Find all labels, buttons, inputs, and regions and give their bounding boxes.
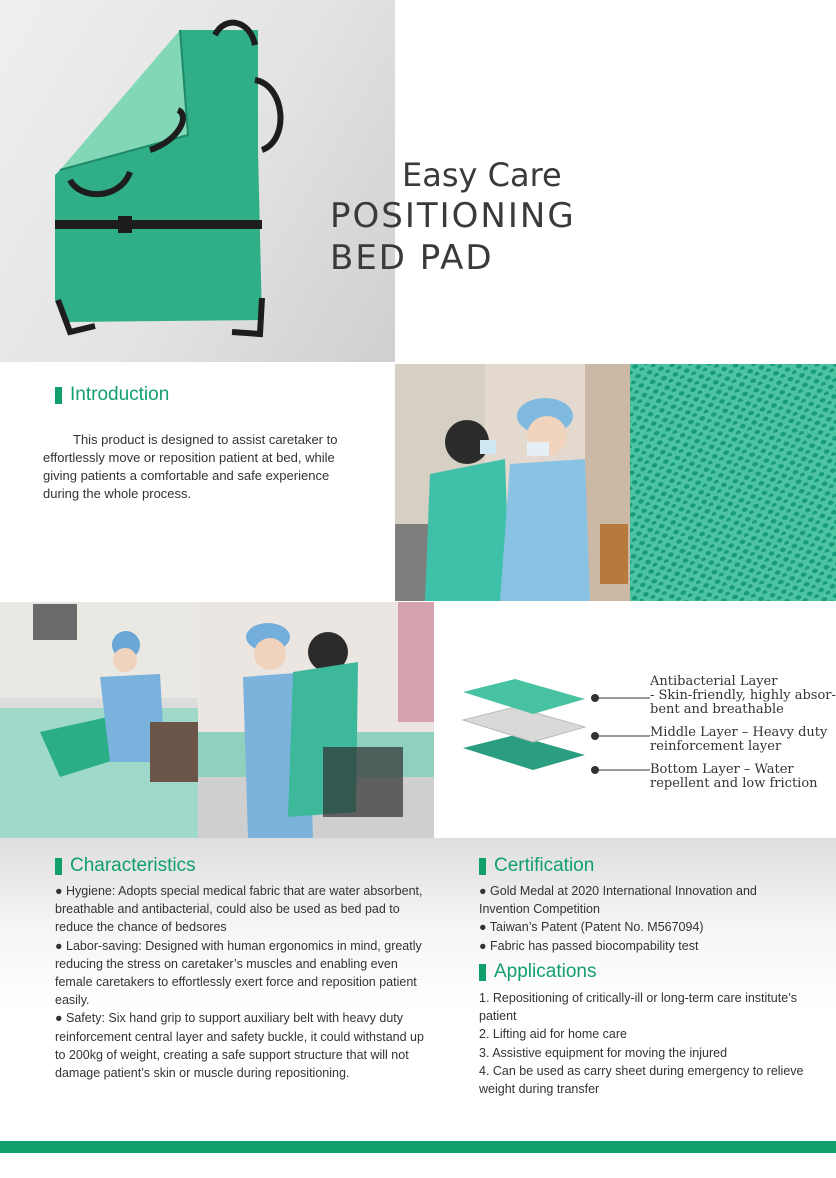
heading-text: Introduction (70, 384, 170, 405)
layer-title: Bottom Layer – Water (650, 762, 794, 777)
introduction-heading (55, 384, 169, 406)
photo-caretakers (395, 364, 630, 601)
list-item: ● Hygiene: Adopts special medical fabric that are water absorbent, breathable and antibacterial, could also be used as bed pad to reduce the chance of bedsores (55, 884, 423, 935)
list-item: 2. Lifting aid for home care (479, 1027, 627, 1042)
layer-desc: - Skin-friendly, highly absor- (650, 688, 836, 703)
heading-text: Characteristics (70, 855, 196, 876)
applications-heading (479, 961, 596, 983)
heading-text: Applications (494, 961, 597, 982)
list-item: ● Safety: Six hand grip to support auxiliary belt with heavy duty reinforcement central layer and safety buckle, it could withstand up to 200kg of weight, creating a safe support structure that will not damage patient’s skin or muscle during repositioning. (55, 1011, 424, 1081)
layer-bottom (650, 763, 818, 791)
certification-list (479, 882, 809, 955)
heading-bar (55, 858, 62, 875)
layers-diagram (455, 670, 655, 790)
footer-stripe (0, 1141, 836, 1153)
applications-list (479, 989, 809, 1098)
layer-middle (650, 726, 827, 754)
layer-desc: repellent and low friction (650, 776, 818, 791)
photo-carrying-patient (198, 602, 434, 838)
layer-antibacterial (650, 675, 836, 717)
heading-bar (479, 858, 486, 875)
title-line-2: POSITIONING (330, 196, 576, 236)
list-item: ● Gold Medal at 2020 International Innovation and Invention Competition (479, 884, 757, 917)
heading-bar (479, 964, 486, 981)
list-item: 4. Can be used as carry sheet during emergency to relieve weight during transfer (479, 1063, 804, 1097)
list-item: ● Labor-saving: Designed with human ergonomics in mind, greatly reducing the stress on caretaker’s muscles and enabling even female caretakers to effortlessly exert force and reposition patient easily. (55, 938, 422, 1008)
layer-title: Middle Layer – Heavy duty (650, 725, 828, 740)
layer-desc: bent and breathable (650, 702, 784, 717)
characteristics-list (55, 882, 427, 1082)
list-item: ● Taiwan’s Patent (Patent No. M567094) (479, 920, 704, 935)
title-line-3: BED PAD (330, 238, 494, 278)
title-line-1: Easy Care (402, 156, 562, 194)
layer-title: Antibacterial Layer (650, 674, 778, 689)
heading-text: Certification (494, 855, 595, 876)
characteristics-heading (55, 855, 196, 877)
photo-patient-bed (0, 602, 198, 838)
certification-heading (479, 855, 594, 877)
product-title (330, 155, 576, 279)
list-item: 1. Repositioning of critically-ill or long-term care institute’s patient (479, 991, 797, 1024)
photo-fabric-texture (630, 364, 836, 601)
introduction-text: This product is designed to assist caretaker to effortlessly move or reposition patient at bed, while giving patients a comfortable and safe experience during the whole process. (43, 432, 338, 501)
list-item: ● Fabric has passed biocompability test (479, 938, 699, 953)
list-item: 3. Assistive equipment for moving the injured (479, 1045, 728, 1060)
heading-bar (55, 387, 62, 404)
layer-desc: reinforcement layer (650, 739, 782, 754)
